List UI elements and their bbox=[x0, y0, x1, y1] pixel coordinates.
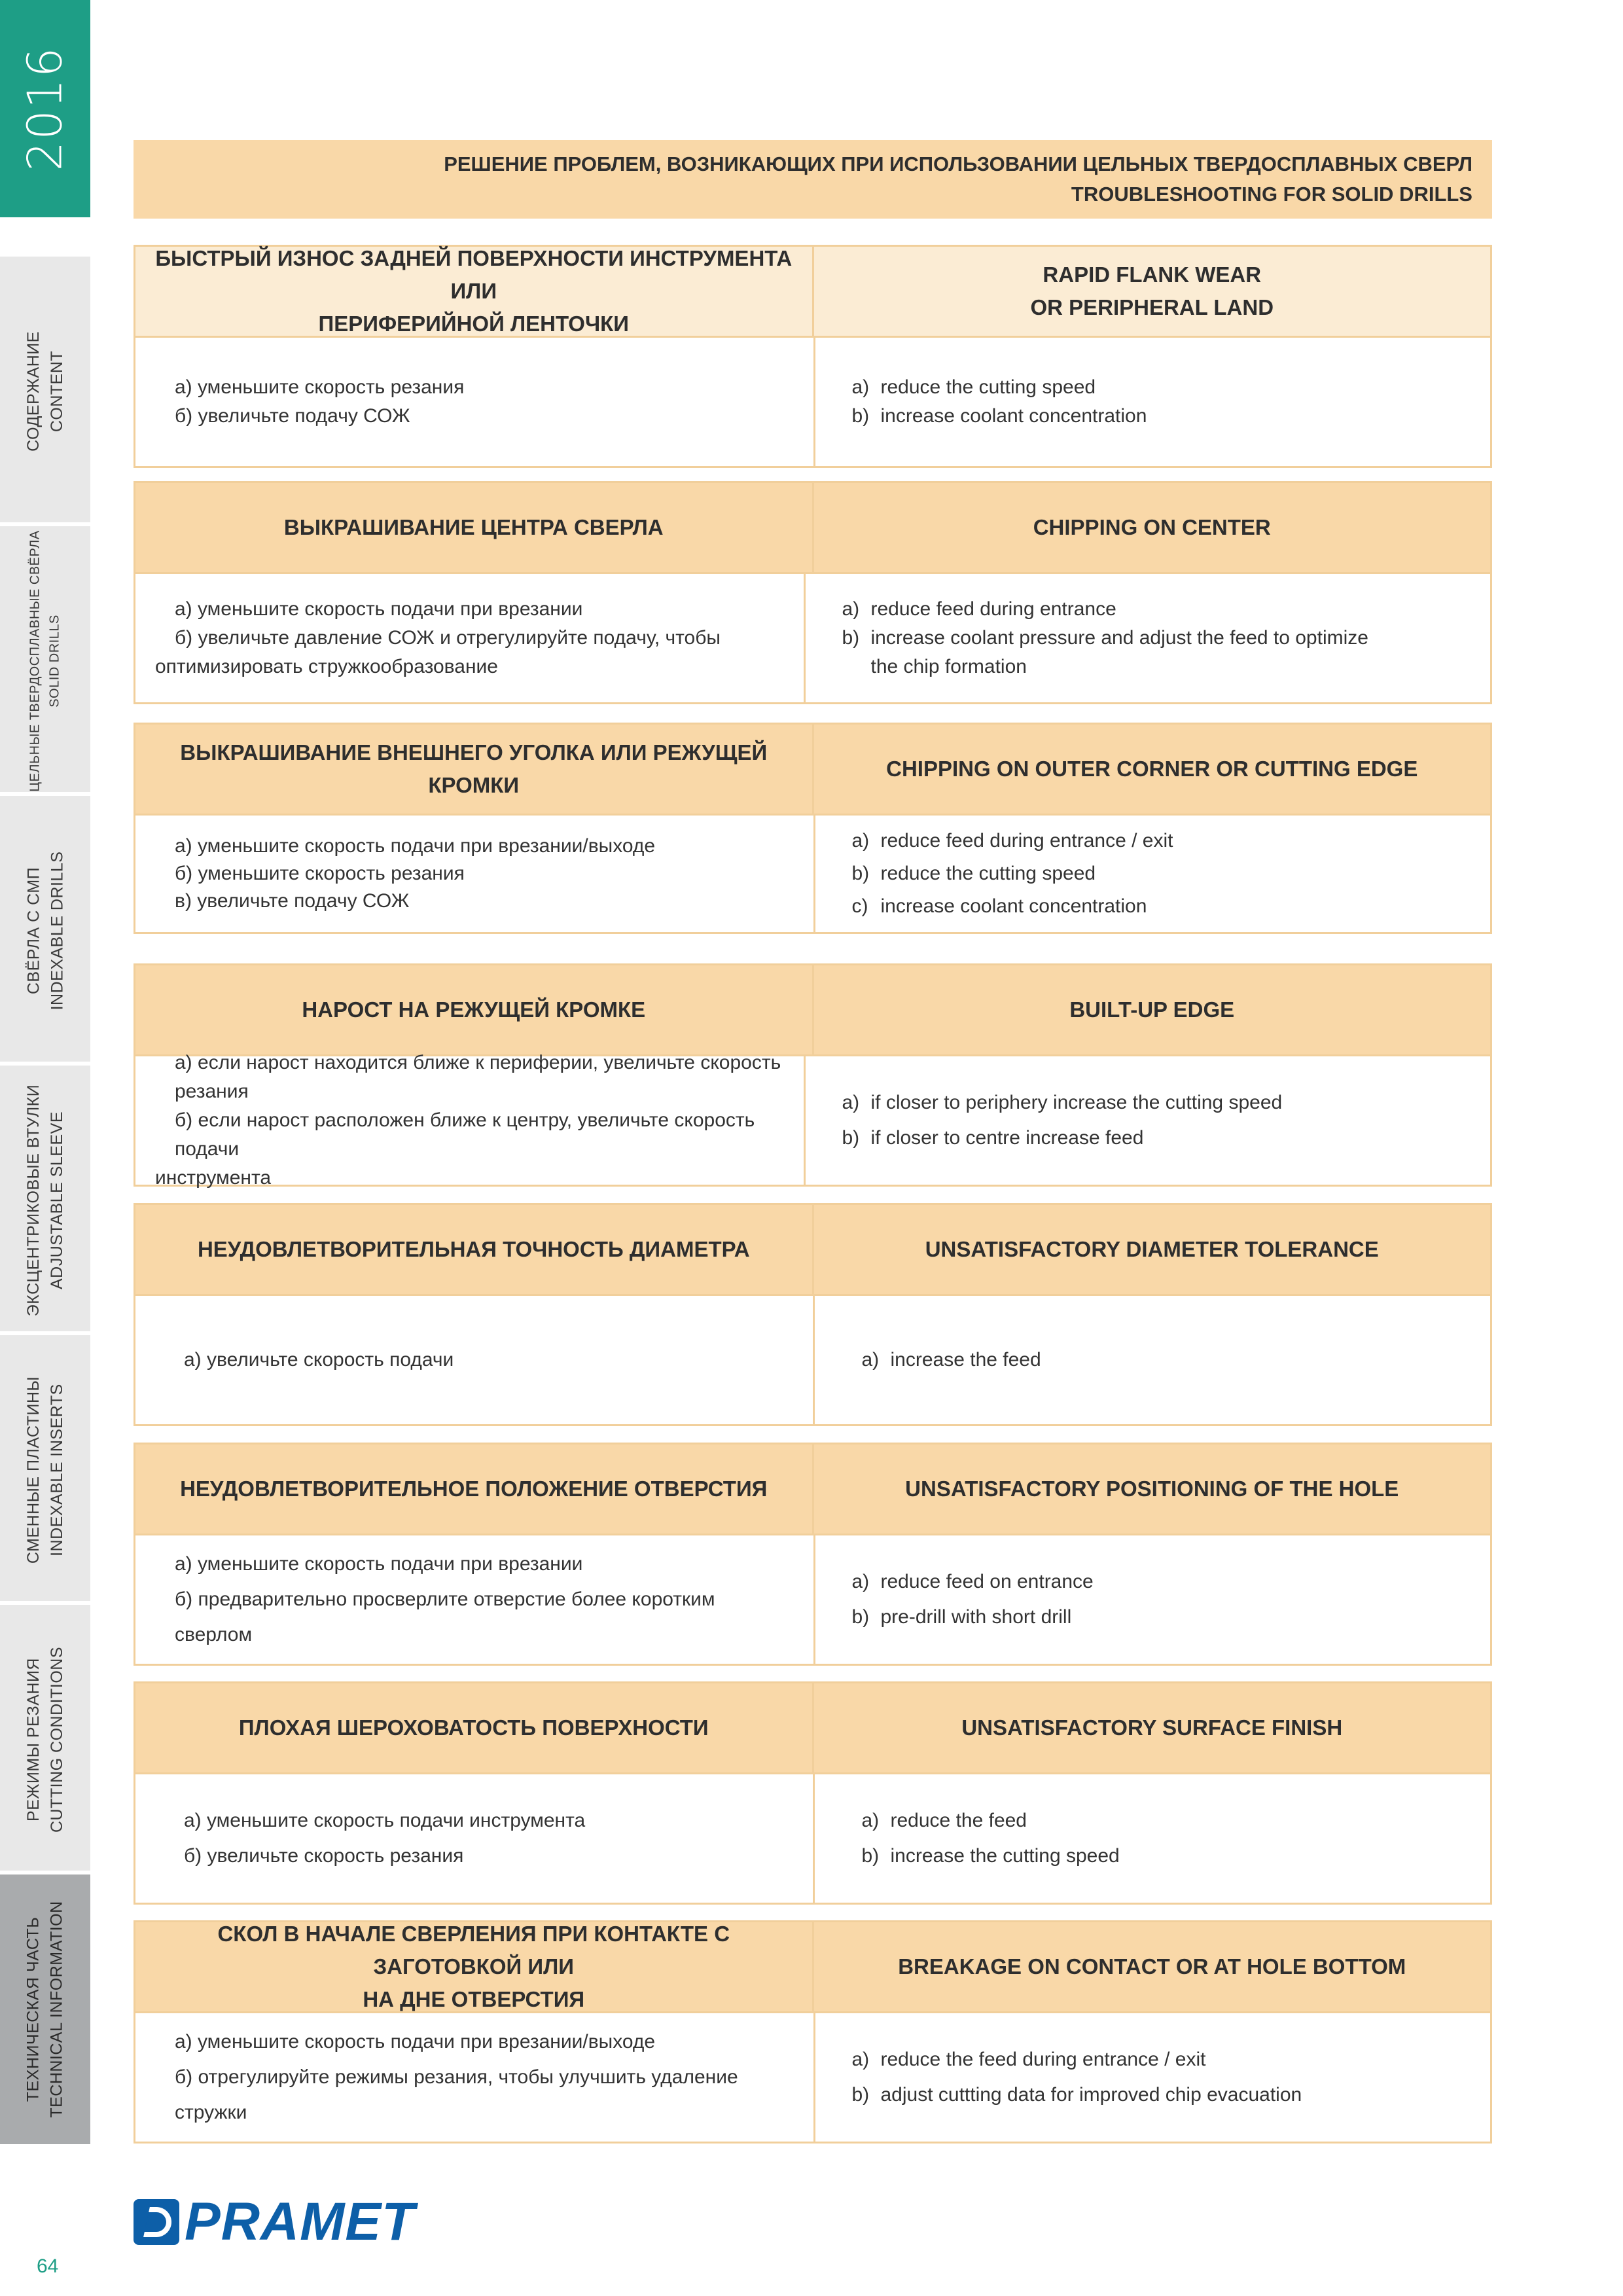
section-title-en: CHIPPING ON OUTER CORNER OR CUTTING EDGE bbox=[812, 725, 1491, 814]
sidebar-tab-label-en: TECHNICAL INFORMATION bbox=[48, 1901, 66, 2118]
section-title-en: UNSATISFACTORY SURFACE FINISH bbox=[812, 1683, 1491, 1772]
year-label: 2016 bbox=[18, 46, 73, 171]
page-title-banner bbox=[134, 140, 1492, 219]
section-title-ru: СКОЛ В НАЧАЛЕ СВЕРЛЕНИЯ ПРИ КОНТАКТЕ С ЗАГОТОВКОЙ ИЛИ НА ДНЕ ОТВЕРСТИЯ bbox=[217, 1922, 730, 2011]
section-title-ru: БЫСТРЫЙ ИЗНОС ЗАДНЕЙ ПОВЕРХНОСТИ ИНСТРУМЕНТА ИЛИ ПЕРИФЕРИЙНОЙ ЛЕНТОЧКИ bbox=[155, 246, 793, 336]
remedy-item: б) предварительно просверлите отверстие более коротким сверлом bbox=[175, 1588, 715, 1645]
sidebar-tab-label-en: INDEXABLE INSERTS bbox=[48, 1384, 67, 1556]
trouble-section-hole-positioning bbox=[134, 1443, 1492, 1666]
logo-text: PRAMET bbox=[185, 2192, 416, 2251]
remedy-list-ru bbox=[135, 2013, 813, 2142]
trouble-section-surface-finish bbox=[134, 1681, 1492, 1905]
remedy-item: б) отрегулируйте режимы резания, чтобы улучшить удаление стружки bbox=[175, 2066, 738, 2123]
sidebar-tab-label-ru: РЕЖИМЫ РЕЗАНИЯ bbox=[24, 1658, 43, 1821]
section-title-ru: ВЫКРАШИВАНИЕ ВНЕШНЕГО УГОЛКА ИЛИ РЕЖУЩЕЙ КРОМКИ bbox=[180, 740, 768, 797]
remedy-list-ru bbox=[135, 1535, 813, 1664]
remedy-item: а) если нарост находится ближе к периферии, увеличьте скорость резания bbox=[175, 1052, 781, 1102]
remedy-item: в) увеличьте подачу СОЖ bbox=[175, 890, 410, 912]
section-title-en: RAPID FLANK WEAR OR PERIPHERAL LAND bbox=[812, 247, 1491, 336]
remedy-item: a) reduce feed on entrance bbox=[851, 1571, 1094, 1592]
remedy-item: b) increase coolant concentration bbox=[851, 405, 1147, 427]
trouble-section-chipping-outer-corner bbox=[134, 723, 1492, 934]
remedy-item: б) увеличьте скорость резания bbox=[184, 1845, 464, 1867]
sidebar-tab-label-ru: СВЁРЛА С СМП bbox=[24, 867, 43, 995]
sidebar-tab-indexable-inserts[interactable] bbox=[0, 1331, 90, 1605]
remedy-item: а) уменьшите скорость подачи при врезании/выходе bbox=[175, 2031, 656, 2053]
remedy-list-ru bbox=[135, 574, 804, 702]
remedy-list-ru bbox=[135, 816, 813, 932]
remedy-item: a) reduce the feed during entrance / exit bbox=[851, 2049, 1206, 2070]
section-title-ru: НЕУДОВЛЕТВОРИТЕЛЬНАЯ ТОЧНОСТЬ ДИАМЕТРА bbox=[197, 1237, 750, 1261]
remedy-item: b) increase coolant pressure and adjust the feed to optimize bbox=[842, 627, 1368, 649]
remedy-list-ru bbox=[135, 1774, 813, 1903]
remedy-list-ru bbox=[135, 1052, 804, 1189]
sidebar-tab-solid-drills[interactable] bbox=[0, 522, 90, 796]
trouble-section-diameter-tolerance bbox=[134, 1203, 1492, 1426]
remedy-item: a) reduce the feed bbox=[861, 1810, 1027, 1831]
remedy-item: b) reduce the cutting speed bbox=[851, 863, 1096, 884]
remedy-item: а) увеличьте скорость подачи bbox=[184, 1349, 454, 1371]
remedy-item: a) reduce feed during entrance bbox=[842, 598, 1116, 620]
remedy-list-ru bbox=[135, 338, 813, 466]
remedy-item-continued: the chip formation bbox=[870, 656, 1027, 677]
sidebar-tab-indexable-drills[interactable] bbox=[0, 792, 90, 1066]
trouble-section-rapid-flank-wear bbox=[134, 245, 1492, 468]
remedy-list-en bbox=[804, 574, 1491, 702]
sidebar-tab-label-en: INDEXABLE DRILLS bbox=[48, 851, 67, 1011]
sidebar-tab-technical-information[interactable] bbox=[0, 1871, 90, 2144]
section-title-ru: НЕУДОВЛЕТВОРИТЕЛЬНОЕ ПОЛОЖЕНИЕ ОТВЕРСТИЯ bbox=[180, 1477, 768, 1501]
section-title-ru: НАРОСТ НА РЕЖУЩЕЙ КРОМКЕ bbox=[302, 997, 646, 1022]
sidebar-tab-label-ru: ТЕХНИЧЕСКАЯ ЧАСТЬ bbox=[24, 1916, 43, 2102]
section-title-ru: ПЛОХАЯ ШЕРОХОВАТОСТЬ ПОВЕРХНОСТИ bbox=[238, 1715, 709, 1740]
remedy-item: a) reduce feed during entrance / exit bbox=[851, 830, 1173, 852]
trouble-section-built-up-edge bbox=[134, 963, 1492, 1187]
remedy-item: a) reduce the cutting speed bbox=[851, 376, 1096, 398]
remedy-item: b) increase the cutting speed bbox=[861, 1845, 1120, 1867]
trouble-section-chipping-center bbox=[134, 481, 1492, 704]
remedy-item: а) уменьшите скорость подачи инструмента bbox=[184, 1810, 586, 1831]
sidebar-tab-label-en: CONTENT bbox=[48, 350, 67, 433]
sidebar-tab-adjustable-sleeve[interactable] bbox=[0, 1062, 90, 1335]
section-title-en: BREAKAGE ON CONTACT OR AT HOLE BOTTOM bbox=[812, 1922, 1491, 2011]
remedy-list-en bbox=[813, 1296, 1491, 1424]
remedy-item: б) уменьшите скорость резания bbox=[175, 863, 465, 884]
remedy-item-continued: оптимизировать стружкообразование bbox=[155, 656, 498, 677]
sidebar-tab-cutting-conditions[interactable] bbox=[0, 1601, 90, 1874]
remedy-item: а) уменьшите скорость резания bbox=[175, 376, 465, 398]
remedy-item: a) increase the feed bbox=[861, 1349, 1041, 1371]
sidebar-tab-content[interactable] bbox=[0, 253, 90, 526]
remedy-list-en bbox=[813, 1535, 1491, 1664]
remedy-item: а) уменьшите скорость подачи при врезании/выходе bbox=[175, 835, 656, 857]
section-title-en: UNSATISFACTORY POSITIONING OF THE HOLE bbox=[812, 1444, 1491, 1534]
sidebar-tab-label-ru: ЭКСЦЕНТРИКОВЫЕ ВТУЛКИ bbox=[24, 1084, 43, 1317]
remedy-item: б) увеличьте давление СОЖ и отрегулируйте подачу, чтобы bbox=[175, 627, 721, 649]
trouble-section-breakage-on-contact bbox=[134, 1920, 1492, 2144]
sidebar-tab-label-ru: СМЕННЫЕ ПЛАСТИНЫ bbox=[24, 1376, 43, 1564]
remedy-item: b) if closer to centre increase feed bbox=[842, 1127, 1144, 1149]
section-title-en: BUILT-UP EDGE bbox=[812, 965, 1491, 1054]
remedy-list-en bbox=[804, 1056, 1491, 1185]
section-title-en: UNSATISFACTORY DIAMETER TOLERANCE bbox=[812, 1205, 1491, 1294]
sidebar-tab-label-ru: СОДЕРЖАНИЕ bbox=[24, 331, 43, 452]
pramet-logo-icon bbox=[134, 2199, 179, 2245]
remedy-item: b) adjust cuttting data for improved chip evacuation bbox=[851, 2084, 1302, 2106]
remedy-list-ru bbox=[135, 1296, 813, 1424]
sidebar-tab-label-en: ADJUSTABLE SLEEVE bbox=[48, 1111, 66, 1290]
pramet-logo bbox=[134, 2192, 416, 2251]
remedy-list-en bbox=[813, 2013, 1491, 2142]
sidebar-tab-label-en: CUTTING CONDITIONS bbox=[48, 1647, 66, 1833]
section-title-ru: ВЫКРАШИВАНИЕ ЦЕНТРА СВЕРЛА bbox=[283, 515, 664, 539]
remedy-item-continued: инструмента bbox=[155, 1167, 272, 1189]
remedy-list-en bbox=[813, 338, 1491, 466]
page-title-en: TROUBLESHOOTING FOR SOLID DRILLS bbox=[1071, 183, 1472, 206]
remedy-item: б) увеличьте подачу СОЖ bbox=[175, 405, 410, 427]
sidebar-tab-label-en: SOLID DRILLS bbox=[48, 615, 63, 708]
year-tab bbox=[0, 0, 90, 217]
remedy-list-en bbox=[813, 1774, 1491, 1903]
remedy-item: а) уменьшите скорость подачи при врезании bbox=[175, 1553, 583, 1575]
remedy-item: a) if closer to periphery increase the cutting speed bbox=[842, 1092, 1283, 1113]
remedy-item: b) pre-drill with short drill bbox=[851, 1606, 1072, 1628]
sidebar-tab-label-ru: ЦЕЛЬНЫЕ ТВЕРДОСПЛАВНЫЕ СВЁРЛА bbox=[28, 530, 43, 792]
page-title-ru: РЕШЕНИЕ ПРОБЛЕМ, ВОЗНИКАЮЩИХ ПРИ ИСПОЛЬЗОВАНИИ ЦЕЛЬНЫХ ТВЕРДОСПЛАВНЫХ СВЕРЛ bbox=[444, 152, 1472, 175]
remedy-item: c) increase coolant concentration bbox=[851, 895, 1147, 917]
page-number: 64 bbox=[37, 2255, 59, 2277]
remedy-item: б) если нарост расположен ближе к центру, увеличьте скорость подачи bbox=[175, 1109, 755, 1160]
remedy-list-en bbox=[813, 816, 1491, 932]
remedy-item: а) уменьшите скорость подачи при врезании bbox=[175, 598, 583, 620]
section-title-en: CHIPPING ON CENTER bbox=[812, 483, 1491, 572]
